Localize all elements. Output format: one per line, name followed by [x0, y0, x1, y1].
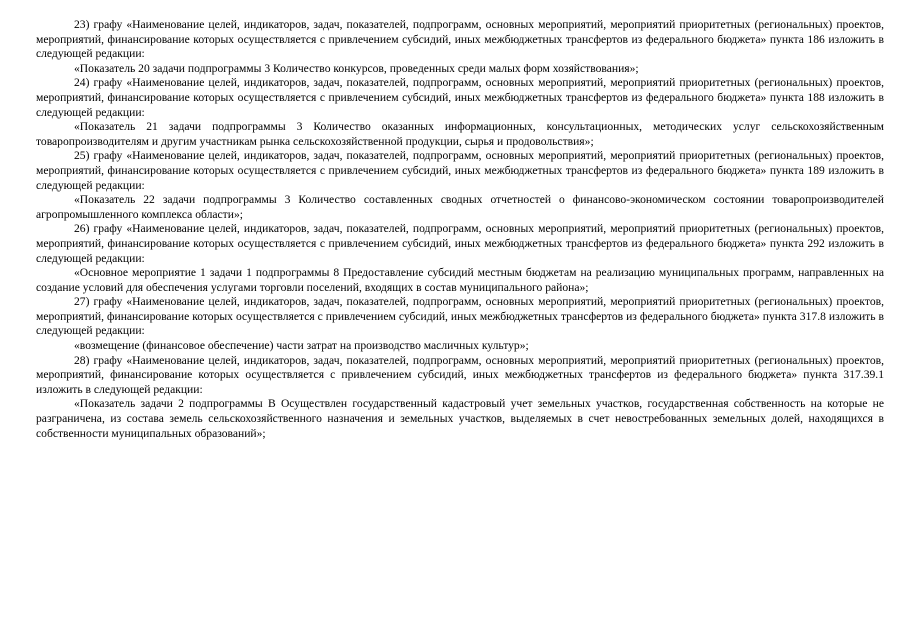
paragraph-item-28: 28) графу «Наименование целей, индикаторов, задач, показателей, подпрограмм, основных мероприятий, мероприятий приоритетных (региональных) проектов, мероприятий, финансирование которых осуществляется с привлечением субсидий, иных межбюджетных трансфертов из федерального бюджета» пункта 317.39.1 изложить в следующей редакции:	[36, 353, 884, 396]
paragraph-quote-24: «Показатель 21 задачи подпрограммы 3 Количество оказанных информационных, консультационных, методических услуг сельскохозяйственным товаропроизводителям и другим участникам рынка сельскохозяйственной продукции, сырья и продовольствия»;	[36, 120, 884, 148]
paragraph-item-24: 24) графу «Наименование целей, индикаторов, задач, показателей, подпрограмм, основных мероприятий, мероприятий приоритетных (региональных) проектов, мероприятий, финансирование которых осуществляется с привлечением субсидий, иных межбюджетных трансфертов из федерального бюджета» пункта 188 изложить в следующей редакции:	[36, 76, 884, 119]
document-page	[36, 18, 884, 441]
paragraph-item-26: 26) графу «Наименование целей, индикаторов, задач, показателей, подпрограмм, основных мероприятий, мероприятий приоритетных (региональных) проектов, мероприятий, финансирование которых осуществляется с привлечением субсидий, иных межбюджетных трансфертов из федерального бюджета» пункта 292 изложить в следующей редакции:	[36, 222, 884, 265]
paragraph-quote-28: «Показатель задачи 2 подпрограммы В Осуществлен государственный кадастровый учет земельных участков, государственная собственность на которые не разграничена, из состава земель сельскохозяйственного назначения и земельных участков, выделяемых в счет невостребованных земельных долей, находящихся в собственности муниципальных образований»;	[36, 397, 884, 440]
paragraph-quote-27: «возмещение (финансовое обеспечение) части затрат на производство масличных культур»;	[74, 339, 529, 353]
paragraph-item-27: 27) графу «Наименование целей, индикаторов, задач, показателей, подпрограмм, основных мероприятий, мероприятий приоритетных (региональных) проектов, мероприятий, финансирование которых осуществляется с привлечением субсидий, иных межбюджетных трансфертов из федерального бюджета» пункта 317.8 изложить в следующей редакции:	[36, 295, 884, 338]
paragraph-quote-23: «Показатель 20 задачи подпрограммы 3 Количество конкурсов, проведенных среди малых форм хозяйствования»;	[74, 61, 639, 75]
paragraph-item-23: 23) графу «Наименование целей, индикаторов, задач, показателей, подпрограмм, основных мероприятий, мероприятий приоритетных (региональных) проектов, мероприятий, финансирование которых осуществляется с привлечением субсидий, иных межбюджетных трансфертов из федерального бюджета» пункта 186 изложить в следующей редакции:	[36, 18, 884, 61]
paragraph-quote-25: «Показатель 22 задачи подпрограммы 3 Количество составленных сводных отчетностей о финансово-экономическом состоянии товаропроизводителей агропромышленного комплекса области»;	[36, 193, 884, 221]
paragraph-quote-26: «Основное мероприятие 1 задачи 1 подпрограммы 8 Предоставление субсидий местным бюджетам на реализацию муниципальных программ, направленных на создание условий для обеспечения услугами торговли поселений, входящих в состав муниципального района»;	[36, 266, 884, 294]
paragraph-item-25: 25) графу «Наименование целей, индикаторов, задач, показателей, подпрограмм, основных мероприятий, мероприятий приоритетных (региональных) проектов, мероприятий, финансирование которых осуществляется с привлечением субсидий, иных межбюджетных трансфертов из федерального бюджета» пункта 189 изложить в следующей редакции:	[36, 149, 884, 192]
